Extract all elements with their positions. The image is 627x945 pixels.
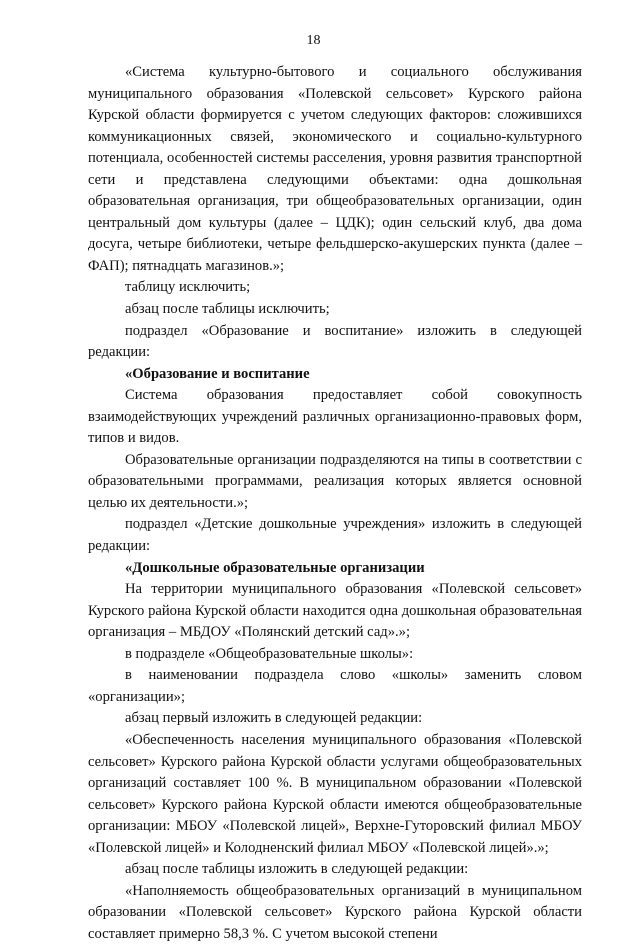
paragraph-table-exclude: таблицу исключить;	[125, 279, 251, 296]
paragraph-first-paragraph-instruction: абзац первый изложить в следующей редакции:	[125, 710, 423, 727]
page-number: 18	[306, 33, 321, 48]
paragraph-after-table-instruction: абзац после таблицы изложить в следующей редакции:	[125, 861, 469, 878]
paragraph-schools-occupancy: «Наполняемость общеобразовательных организаций в муниципальном образовании «Полевской сельсовет» Курского района Курской области составляет примерно 58,3 %. С учетом высокой степени	[88, 882, 582, 942]
paragraph-education-organizations: Образовательные организации подразделяются на типы в соответствии с образовательными программами, реализация которых является основной целью их деятельности.»;	[88, 451, 582, 511]
paragraph-preschool-subsection-instruction: подраздел «Детские дошкольные учреждения» изложить в следующей редакции:	[88, 516, 582, 555]
paragraph-education-subsection-instruction: подраздел «Образование и воспитание» изложить в следующей редакции:	[88, 322, 582, 361]
document-body	[88, 62, 582, 945]
paragraph-after-table-exclude: абзац после таблицы исключить;	[125, 301, 330, 318]
paragraph-preschool-territory: На территории муниципального образования «Полевской сельсовет» Курского района Курской области находится одна дошкольная образовательная организация – МБДОУ «Полянский детский сад».»;	[88, 581, 582, 641]
paragraph-schools-subsection: в подразделе «Общеобразовательные школы»:	[125, 645, 414, 662]
paragraph-schools-provision: «Обеспеченность населения муниципального образования «Полевской сельсовет» Курского района Курской области услугами общеобразовательных организаций составляет 100 %. В муниципальном образовании «Полевской сельсовет» Курского района Курской области имеются общеобразовательные организации: МБОУ «Полевской лицей», Верхне-Гуторовский филиал МБОУ «Полевской лицей» и Колодненский филиал МБОУ «Полевской лицей».»;	[88, 731, 582, 856]
paragraph-education-system: Система образования предоставляет собой совокупность взаимодействующих учреждений различных организационно-правовых форм, типов и видов.	[88, 387, 582, 447]
paragraph-title-replace-word: в наименовании подраздела слово «школы» заменить словом «организации»;	[88, 667, 582, 705]
heading-preschool: «Дошкольные образовательные организации	[125, 559, 425, 576]
heading-education: «Образование и воспитание	[125, 365, 310, 382]
paragraph-culture-system: «Система культурно-бытового и социального обслуживания муниципального образования «Полевской сельсовет» Курского района Курской области формируется с учетом следующих факторов: сложившихся коммуникационных связей, экономического и социально-культурного потенциала, особенностей системы расселения, уровня развития транспортной сети и представлена следующими объектами: одна дошкольная образовательная организация, три общеобразовательных организации, один центральный дом культуры (далее – ЦДК); один сельский клуб, два дома досуга, четыре библиотеки, четыре фельдшерско-акушерских пункта (далее – ФАП); пятнадцать магазинов.»;	[88, 64, 582, 274]
